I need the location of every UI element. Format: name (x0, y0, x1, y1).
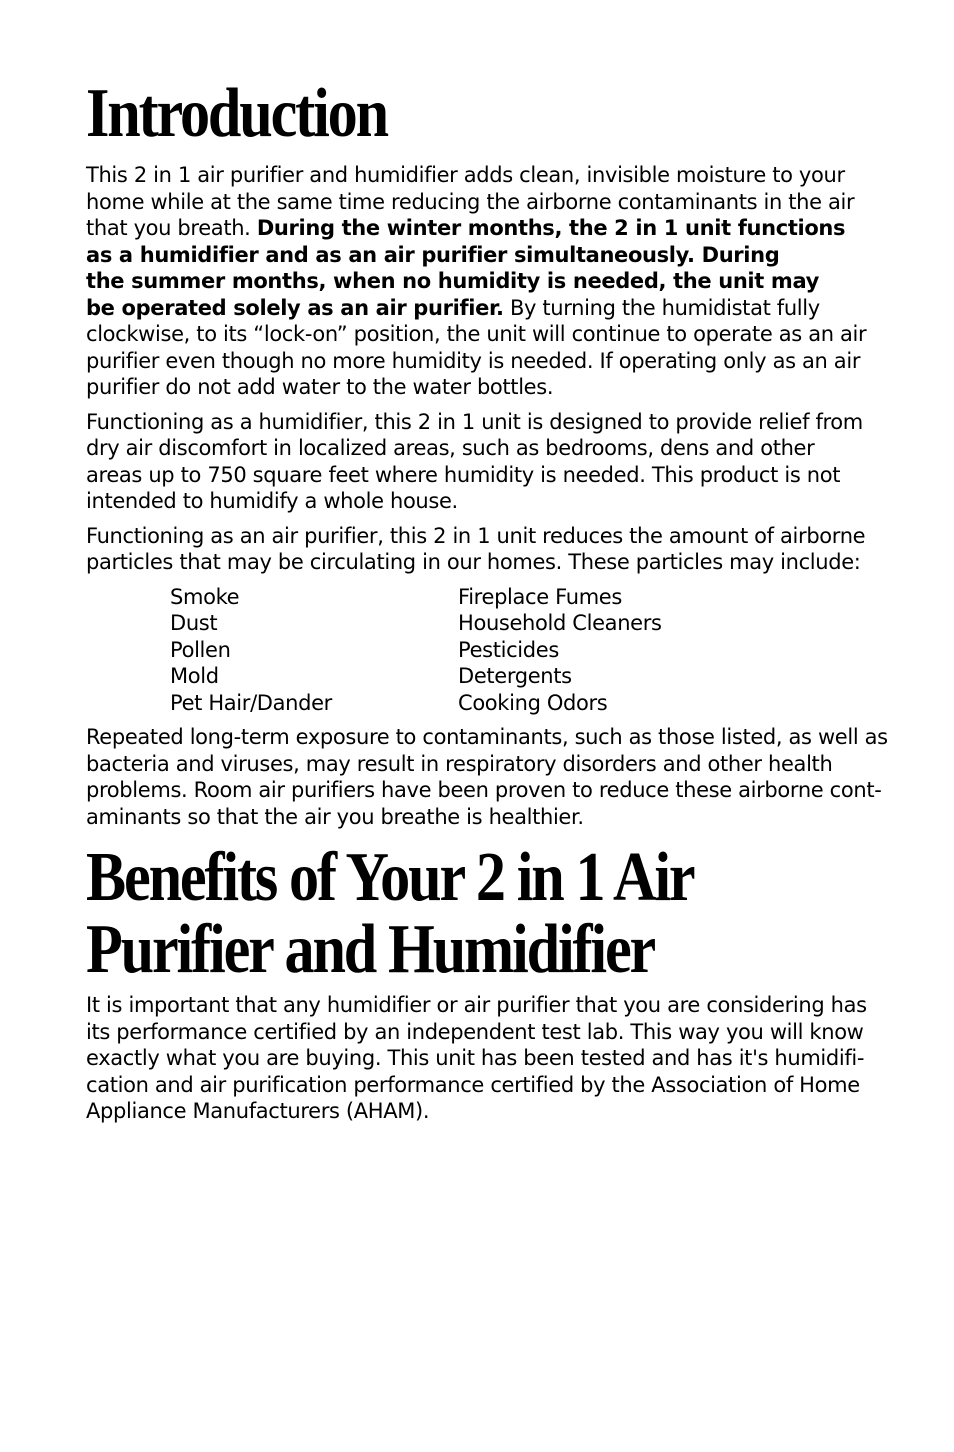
bold-text-line: as a humidifier and as an air purifier simultaneously. During (86, 242, 780, 267)
text-line: Functioning as an air purifier, this 2 in 1 unit reduces the amount of airborne (86, 523, 866, 548)
text-line: cation and air purification performance certified by the Association of Home (86, 1072, 860, 1097)
text-line: home while at the same time reducing the airborne contaminants in the air (86, 189, 855, 214)
bold-text-run: During the winter months, the 2 in 1 unit functions (256, 216, 846, 240)
text-line: Functioning as a humidifier, this 2 in 1 unit is designed to provide relief from (86, 409, 863, 434)
particle-name: Pesticides (458, 637, 559, 662)
manual-page (86, 75, 888, 1133)
text-line: bacteria and viruses, may result in respiratory disorders and other health (86, 751, 833, 776)
heading-line: Benefits of Your 2 in 1 Air (86, 839, 694, 916)
text-line: Appliance Manufacturers (AHAM). (86, 1099, 430, 1123)
benefits-paragraph (86, 992, 870, 1125)
intro-paragraph-4 (86, 724, 888, 830)
text-line: problems. Room air purifiers have been proven to reduce these airborne cont- (86, 778, 882, 802)
text-line: Repeated long-term exposure to contaminants, such as those listed, as well as (86, 725, 888, 749)
intro-paragraph-2 (86, 409, 870, 515)
list-item (86, 584, 870, 611)
intro-paragraph-1 (86, 162, 870, 401)
text-line: clockwise, to its “lock-on” position, the unit will continue to operate as an air (86, 322, 867, 346)
text-line: intended to humidify a whole house. (86, 489, 458, 513)
particle-name: Mold (170, 664, 219, 688)
list-item (86, 637, 870, 664)
bold-text-line: the summer months, when no humidity is needed, the unit may (86, 269, 819, 293)
text-line: aminants so that the air you breathe is healthier. (86, 804, 584, 829)
list-item (86, 690, 870, 717)
text-line: exactly what you are buying. This unit has been tested and has it's humidifi- (86, 1046, 865, 1070)
text-run: that you breath. (86, 216, 257, 240)
text-line: its performance certified by an independent test lab. This way you will know (86, 1019, 864, 1044)
introduction-heading: Introduction (86, 75, 387, 152)
text-line: dry air discomfort in localized areas, such as bedrooms, dens and other (86, 436, 815, 460)
bold-text-run: be operated solely as an air purifier. (86, 295, 504, 320)
particle-name: Cooking Odors (458, 690, 608, 715)
particle-name: Detergents (458, 664, 572, 688)
list-item (86, 663, 870, 690)
text-line: areas up to 750 square feet where humidity is needed. This product is not (86, 462, 841, 487)
text-line: It is important that any humidifier or air purifier that you are considering has (86, 993, 867, 1017)
list-item (86, 610, 870, 637)
particle-name: Pollen (170, 637, 231, 662)
heading-line: Purifier and Humidifier (86, 911, 655, 988)
particle-name: Pet Hair/Dander (170, 690, 332, 715)
particle-name: Smoke (170, 584, 240, 609)
text-line: purifier do not add water to the water bottles. (86, 375, 554, 399)
particle-name: Dust (170, 611, 218, 635)
intro-paragraph-3 (86, 523, 870, 576)
text-line (86, 215, 870, 242)
benefits-heading (86, 839, 760, 992)
text-run: By turning the humidistat fully (503, 295, 820, 320)
text-line: This 2 in 1 air purifier and humidifier adds clean, invisible moisture to your (86, 163, 845, 187)
text-line (86, 295, 870, 322)
particle-name: Fireplace Fumes (458, 584, 622, 609)
text-line: purifier even though no more humidity is needed. If operating only as an air (86, 348, 861, 373)
particle-name: Household Cleaners (458, 611, 662, 635)
particles-list (86, 584, 870, 717)
text-line: particles that may be circulating in our homes. These particles may include: (86, 550, 861, 574)
